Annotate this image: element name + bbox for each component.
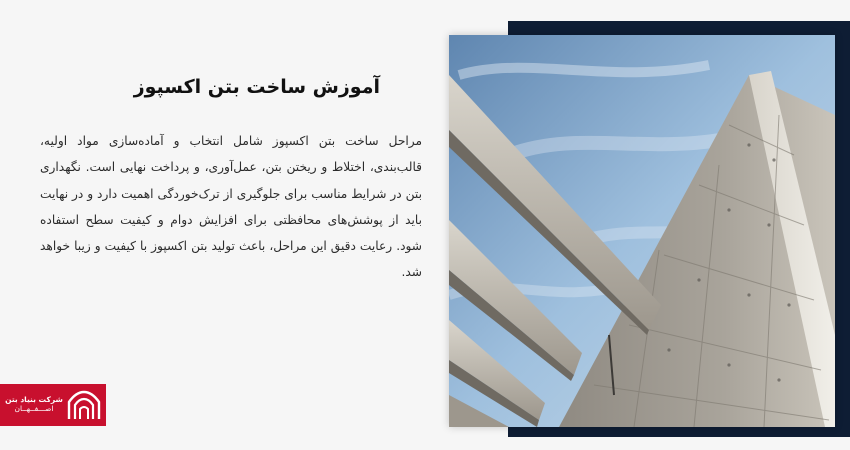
- company-name: شرکت بنیاد بتن: [5, 395, 63, 405]
- page-title: آموزش ساخت بتن اکسپوز: [133, 76, 380, 98]
- logo-text: [5, 396, 63, 413]
- exposed-concrete-building-icon: [449, 35, 835, 427]
- company-city: اصـــفــهــان: [14, 404, 54, 413]
- company-logo[interactable]: [0, 384, 106, 426]
- arches-logo-icon: [67, 390, 101, 420]
- article-body: مراحل ساخت بتن اکسپوز شامل انتخاب و آماده‌سازی مواد اولیه، قالب‌بندی، اختلاط و ریختن بتن، عمل‌آوری، و پرداخت نهایی است. نگهداری بتن در شرایط مناسب برای جلوگیری از ترک‌خوردگی اهمیت دارد و در نهایت باید از پوشش‌های محافظتی برای افزایش دوام و کیفیت سطح استفاده شود. رعایت دقیق این مراحل، باعث تولید بتن اکسپوز با کیفیت و زیبا خواهد شد.: [40, 134, 422, 280]
- concrete-building-image: [449, 35, 835, 427]
